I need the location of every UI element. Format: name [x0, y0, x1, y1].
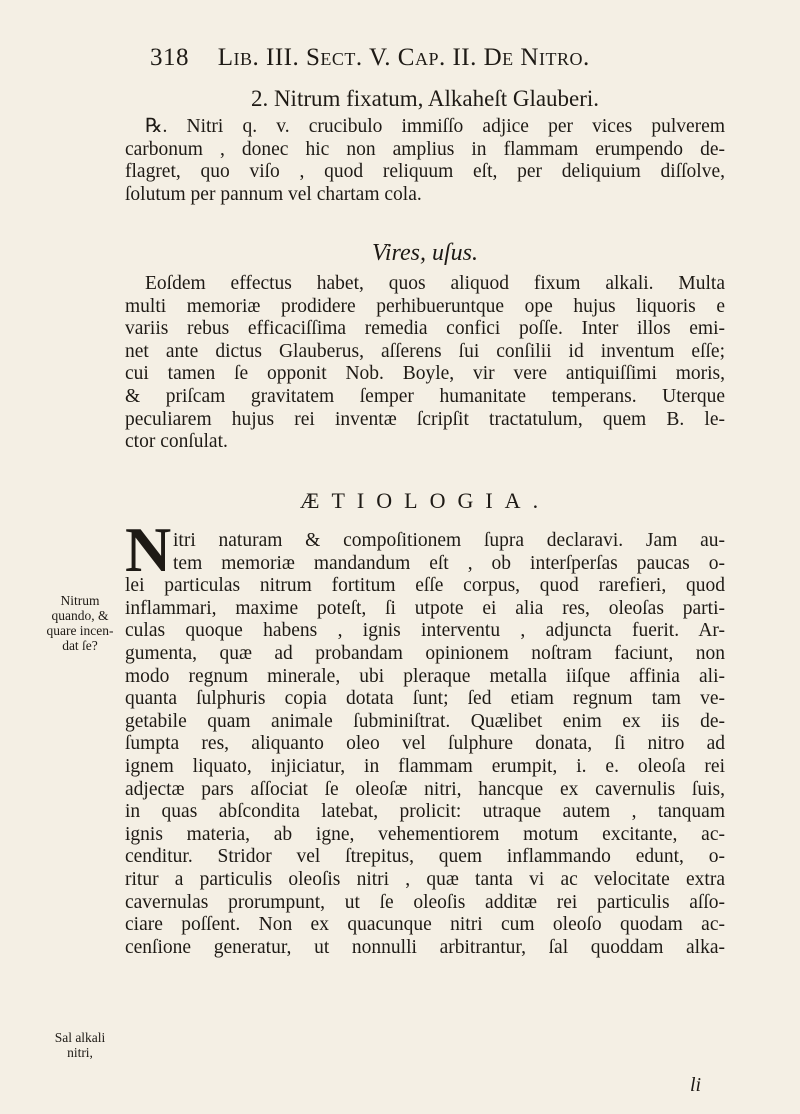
page-number: 318 — [150, 44, 189, 71]
margin-note — [38, 1030, 122, 1060]
vires-body — [125, 273, 725, 454]
text-line: getabile quam animale ſubminiſtrat. Quælibet enim ex iis de- — [125, 710, 725, 732]
running-title: Lib. III. Sect. V. Cap. II. De Nitro. — [217, 44, 590, 71]
text-line: multi memoriæ prodidere perhibueruntque ope hujus liquoris e — [125, 295, 725, 317]
text-line: cui tamen ſe opponit Nob. Boyle, vir vere antiquiſſimi moris, — [125, 363, 725, 385]
text-line: ignis materia, ab igne, vehementiorem motum excitante, ac- — [125, 823, 725, 845]
text-line: gumenta, quæ ad probandam opinionem noſtram faciunt, non — [125, 642, 725, 664]
text-line: ſolutum per pannum vel chartam cola. — [125, 183, 422, 205]
text-line: inflammari, maxime poteſt, ſi utpote ei alia res, oleoſas parti- — [125, 597, 725, 619]
margin-note-line: dat ſe? — [62, 638, 98, 653]
margin-note-line: quare incen- — [46, 623, 114, 638]
text-line: ignem liquato, injiciatur, in flammam erumpit, i. e. oleoſa rei — [125, 755, 725, 777]
text-line: & priſcam gravitatem ſemper humanitate temperans. Uterque — [125, 385, 725, 407]
text-line: ℞. Nitri q. v. crucibulo immiſſo adjice per vices pulverem — [145, 116, 725, 137]
text-line: quanta ſulphuris copia dotata ſunt; ſed etiam regnum tam ve- — [125, 688, 725, 710]
text-line: modo regnum minerale, ubi pleraque metalla iiſque affinia ali- — [125, 665, 725, 687]
text-line: cavernulas prorumpunt, ut ſe oleoſis additæ rei particulis aſſo- — [125, 891, 725, 913]
running-header — [150, 44, 710, 72]
text-line: carbonum , donec hic non amplius in flammam erumpendo de- — [125, 138, 725, 160]
continuation-word: li — [690, 1074, 702, 1096]
text-line: cenſione generatur, ut nonnulli arbitrantur, ſal quoddam alka- — [125, 936, 725, 958]
text-line: adjectæ pars aſſociat ſe oleoſæ nitri, hancque ex cavernulis ſuis, — [125, 778, 725, 800]
text-line: lei particulas nitrum fortitum eſſe corpus, quod rarefieri, quod — [125, 575, 725, 597]
text-line: itri naturam & compoſitionem ſupra declaravi. Jam au- — [173, 530, 725, 551]
margin-note-line: quando, & — [51, 608, 109, 623]
recipe-title: 2. Nitrum fixatum, Alkaheſt Glauberi. — [250, 86, 600, 111]
text-line: tem memoriæ mandandum eſt , ob interſperſas paucas o- — [173, 552, 725, 574]
text-line: Eoſdem effectus habet, quos aliquod fixum alkali. Multa — [145, 273, 725, 294]
margin-note — [38, 593, 122, 653]
text-line: ciare poſſent. Non ex quacunque nitri cum oleoſo quodam ac- — [125, 914, 725, 936]
text-line: ritur a particulis oleoſis nitri , quæ tanta vi ac velocitate extra — [125, 868, 725, 890]
text-line: flagret, quo viſo , quod reliquum eſt, per deliquium diſſolve, — [125, 161, 725, 183]
drop-cap: N — [125, 514, 172, 585]
text-line: in quas abſcondita latebat, prolicit: utraque autem , tanquam — [125, 801, 725, 823]
text-line: cenditur. Stridor vel ſtrepitus, quem inflammando edunt, o- — [125, 846, 725, 868]
vires-title: Vires, uſus. — [372, 240, 478, 266]
text-line: ctor conſulat. — [125, 431, 228, 453]
text-line: variis rebus efficaciſſima remedia confici poſſe. Inter illos emi- — [125, 318, 725, 340]
margin-note-line: Nitrum — [60, 593, 100, 608]
recipe-body — [125, 116, 725, 206]
aetiologia-title: ÆTIOLOGIA. — [299, 488, 551, 513]
text-line: culas quoque habens , ignis interventu , adjuncta fuerit. Ar- — [125, 620, 725, 642]
margin-note-line: Sal alkali — [54, 1030, 106, 1045]
text-line: peculiarem hujus rei inventæ ſcripſit tractatulum, quem B. le- — [125, 408, 725, 430]
text-line: net ante dictus Glauberus, aſſerens ſui conſilii id inventum eſſe; — [125, 340, 725, 362]
text-line: ſumpta res, aliquanto oleo vel ſulphure donata, ſi nitro ad — [125, 733, 725, 755]
aetiologia-body — [125, 530, 725, 959]
margin-note-line: nitri, — [67, 1045, 93, 1060]
